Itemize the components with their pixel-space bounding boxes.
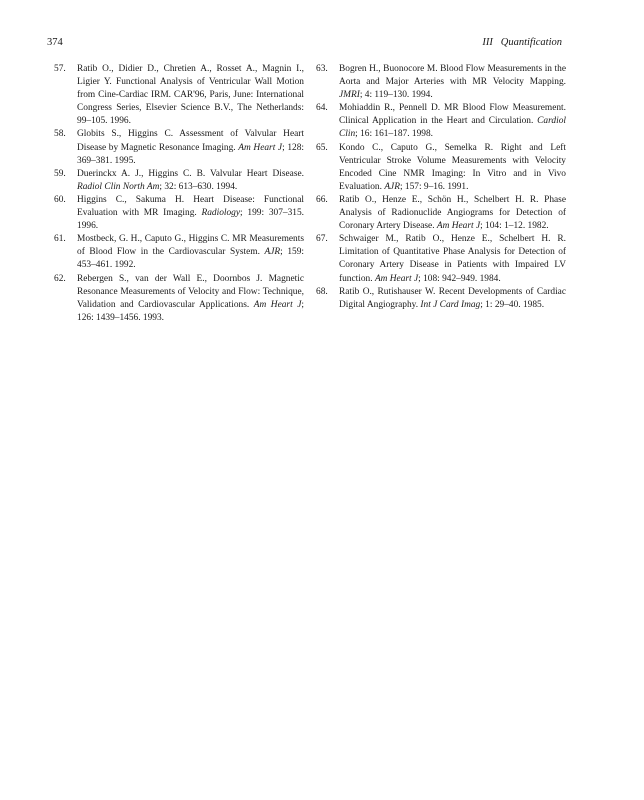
reference-number: 60. [54, 194, 66, 205]
reference-text: ; 32: 613–630. 1994. [159, 181, 238, 192]
reference-text: Duerinckx A. J., Higgins C. B. Valvular Heart Disease. [77, 168, 304, 179]
reference-number: 59. [54, 168, 66, 179]
reference-entry [54, 273, 304, 325]
reference-entry [316, 142, 566, 194]
reference-journal: Am Heart J [436, 221, 481, 232]
reference-entry [316, 286, 566, 312]
reference-entry [316, 233, 566, 285]
reference-text: Ratib O., Didier D., Chretien A., Rosset A., Magnin I., Ligier Y. Functional Analysis of Ventricular Wall Motion from Cine-Cardiac IRM. CAR'96, Paris, June: International Congress Series, Elsevier Science B.V., The Netherlands: 99–105. 1996. [77, 64, 304, 127]
reference-journal: Am Heart J [374, 273, 419, 284]
reference-text: ; 16: 161–187. 1998. [355, 129, 434, 140]
reference-journal: AJR [264, 247, 281, 258]
reference-text: Ratib O., Henze E., Schön H., Schelbert H. R. Phase Analysis of Radionuclide Angiograms for Detection of Coronary Artery Disease. [339, 194, 566, 232]
page-number: 374 [47, 37, 63, 48]
reference-journal: Radiology [201, 208, 241, 219]
reference-text: Higgins C., Sakuma H. Heart Disease: Functional Evaluation with MR Imaging. [77, 194, 304, 219]
reference-number: 62. [54, 273, 66, 284]
reference-entry [54, 194, 304, 233]
reference-entry [54, 63, 304, 128]
reference-entry [54, 168, 304, 194]
reference-text: Ratib O., Rutishauser W. Recent Developments of Cardiac Digital Angiography. [339, 286, 566, 310]
reference-journal: Cardiol Clin [339, 116, 566, 140]
reference-text: ; 128: 369–381. 1995. [77, 142, 304, 166]
reference-journal: Am Heart J [253, 299, 302, 310]
reference-text: ; 199: 307–315. 1996. [77, 208, 304, 232]
reference-text: Kondo C., Caputo G., Semelka R. Right and Left Ventricular Stroke Volume Measurements with Velocity Encoded Cine NMR Imaging: In Vitro and in Vivo Evaluation. [339, 142, 566, 192]
reference-journal: Am Heart J [238, 142, 283, 153]
reference-entry [54, 233, 304, 272]
reference-number: 64. [316, 103, 328, 114]
reference-number: 65. [316, 142, 328, 153]
reference-text: ; 157: 9–16. 1991. [399, 181, 469, 192]
reference-number: 63. [316, 64, 328, 74]
reference-entry [316, 102, 566, 141]
reference-number: 66. [316, 194, 328, 205]
page-header [47, 37, 562, 51]
reference-text: ; 108: 942–949. 1984. [418, 273, 501, 284]
reference-number: 61. [54, 234, 66, 245]
reference-text: ; 126: 1439–1456. 1993. [77, 299, 305, 323]
reference-text: ; 159: 453–461. 1992. [77, 247, 304, 271]
reference-text: Mohiaddin R., Pennell D. MR Blood Flow Measurement. Clinical Application in the Heart and Circulation. [339, 103, 566, 127]
reference-entry [316, 63, 566, 102]
reference-number: 58. [54, 129, 66, 140]
reference-text: ; 104: 1–12. 1982. [480, 221, 549, 232]
running-head [482, 37, 562, 48]
reference-journal: AJR [384, 181, 400, 192]
reference-text: Schwaiger M., Ratib O., Henze E., Schelbert H. R. Limitation of Quantitative Phase Analysis for Detection of Coronary Artery Disease in Patients with Impaired LV function. [339, 234, 566, 284]
reference-journal: Int J Card Imag [420, 299, 481, 310]
reference-number: 57. [54, 64, 66, 74]
section-number: III [482, 37, 493, 48]
reference-text: Rebergen S., van der Wall E., Doornbos J. Magnetic Resonance Measurements of Velocity and Flow: Technique, Validation and Cardiovascular Applications. [77, 273, 304, 310]
reference-entry [316, 194, 566, 233]
references-left-column [54, 63, 304, 325]
references-right-column [316, 63, 566, 312]
reference-text: Bogren H., Buonocore M. Blood Flow Measurements in the Aorta and Major Arteries with MR Velocity Mapping. [339, 64, 566, 88]
reference-number: 68. [316, 286, 328, 297]
reference-number: 67. [316, 234, 328, 245]
reference-entry [54, 128, 304, 167]
reference-text: ; 1: 29–40. 1985. [480, 299, 545, 310]
reference-journal: Radiol Clin North Am [77, 181, 160, 192]
section-title: Quantification [500, 37, 562, 48]
reference-text: ; 4: 119–130. 1994. [359, 90, 433, 101]
reference-text: Mostbeck, G. H., Caputo G., Higgins C. MR Measurements of Blood Flow in the Cardiovascular System. [77, 234, 304, 258]
reference-text: Globits S., Higgins C. Assessment of Valvular Heart Disease by Magnetic Resonance Imaging. [77, 129, 304, 153]
reference-journal: JMRI [339, 90, 360, 101]
